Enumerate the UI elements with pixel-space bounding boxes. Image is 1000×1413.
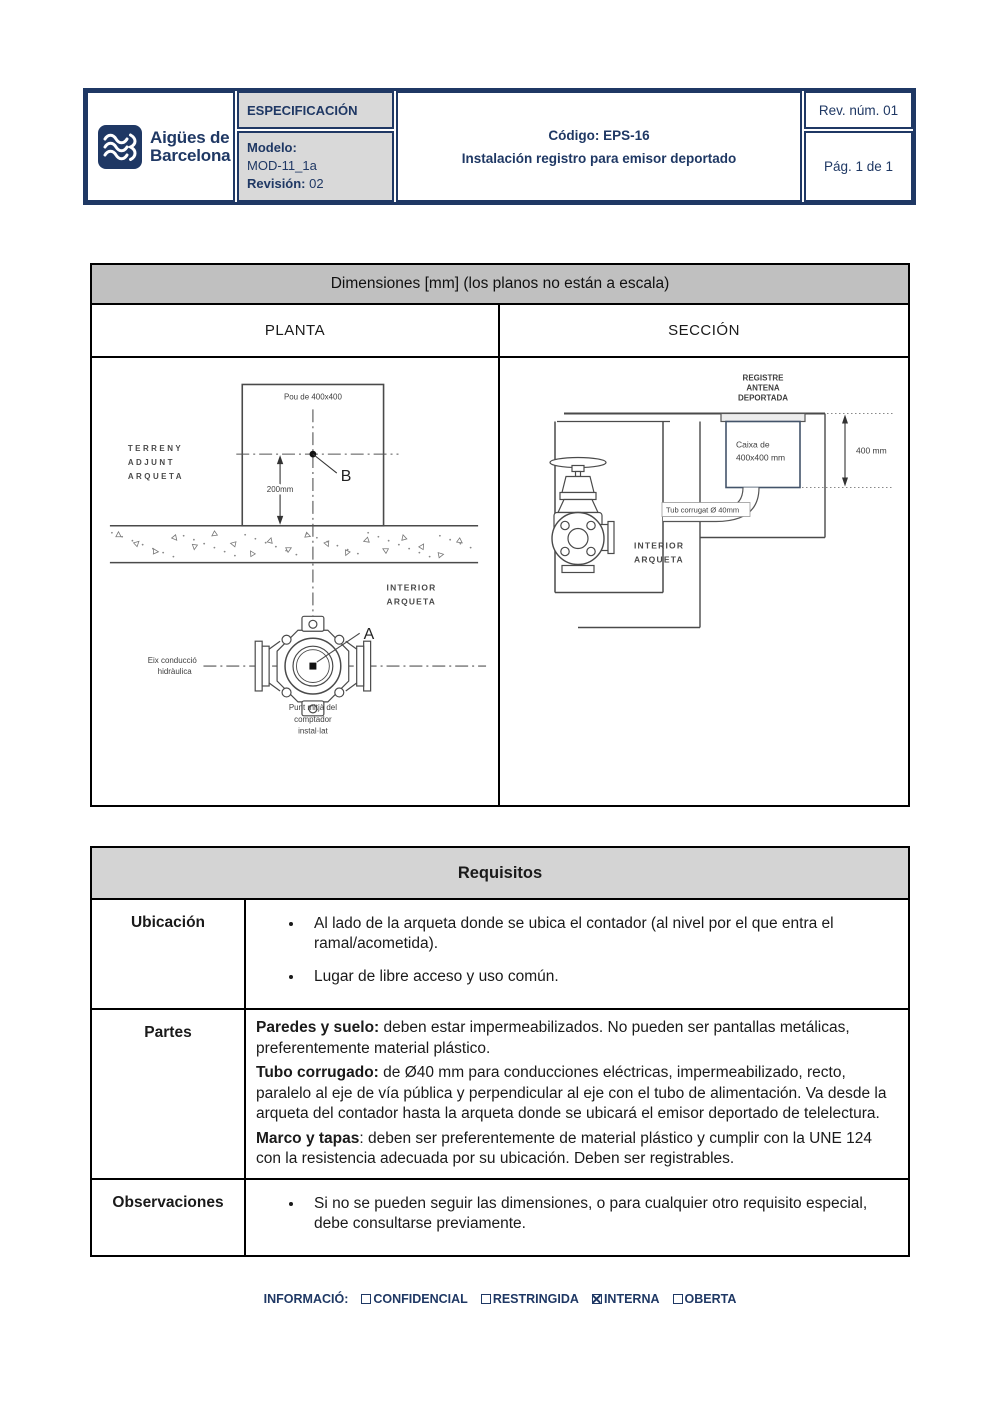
paragraph-lead: Tubo corrugado:	[256, 1064, 379, 1081]
interior-arqueta-seccion-2: ARQUETA	[634, 554, 684, 565]
revision-label: Revisión:	[247, 176, 306, 191]
footer-option-oberta	[673, 1292, 737, 1306]
dim-400mm-label: 400 mm	[856, 445, 887, 456]
title-cell	[396, 91, 802, 202]
modelo-cell	[237, 131, 394, 202]
row-content	[246, 1180, 908, 1255]
dimensiones-table	[90, 263, 910, 807]
spec-column	[237, 91, 394, 202]
seccion-label: SECCIÓN	[668, 322, 740, 339]
requisitos-rows	[92, 900, 908, 1255]
requisitos-title: Requisitos	[92, 848, 908, 900]
rev-number: Rev. núm. 01	[804, 91, 913, 129]
checkbox-icon	[673, 1294, 683, 1304]
dim-200mm-label: 200mm	[266, 484, 294, 494]
footer-option-interna	[592, 1292, 660, 1306]
paragraph-lead: Paredes y suelo:	[256, 1019, 380, 1036]
terreny-label-2: ADJUNT	[127, 458, 176, 468]
modelo-label: Modelo:	[247, 140, 297, 155]
interior-arqueta-seccion-1: INTERIOR	[634, 540, 685, 551]
spec-label: ESPECIFICACIÓN	[237, 91, 394, 129]
planta-technical-drawing	[92, 358, 498, 805]
logo-text: Aigües de Barcelona	[150, 127, 231, 165]
drawings-row	[92, 358, 908, 805]
footer-option-label: RESTRINGIDA	[492, 1292, 579, 1306]
requisitos-row	[92, 1008, 908, 1178]
paragraph: Marco y tapas: deben ser preferentemente de material plástico y cumplir con la UNE 124 con la resistencia adecuada por su ubicación. Deben ser registrables.	[256, 1129, 873, 1167]
checkbox-icon	[481, 1294, 491, 1304]
row-label: Observaciones	[92, 1180, 246, 1255]
row-content	[246, 900, 908, 1008]
page-number: Pág. 1 de 1	[804, 131, 913, 202]
point-a-label: A	[363, 626, 375, 644]
registre-label-2: ANTENA	[746, 383, 780, 393]
terreny-label-1: TERRENY	[127, 444, 184, 454]
bullet-list	[246, 1194, 896, 1234]
row-content	[246, 1010, 908, 1178]
paragraph: Paredes y suelo: deben estar impermeabilizados. No pueden ser pantallas metálicas, preferentemente material plástico.	[256, 1019, 850, 1057]
aigues-de-barcelona-logo-icon	[97, 124, 143, 170]
terreny-label-3: ARQUETA	[127, 472, 184, 482]
requisitos-table	[90, 846, 910, 1257]
paragraph: Tubo corrugado: de Ø40 mm para conducciones eléctricas, impermeabilizado, recto, paralelo al eje de vía pública y perpendicular al eje con el tubo de alimentación. Va desde la arqueta del contador hasta la arqueta donde se ubicará el emisor deportado de telelectura.	[256, 1064, 887, 1122]
modelo-value: MOD-11_1a	[247, 158, 317, 173]
dimensiones-title: Dimensiones [mm] (los planos no están a escala)	[92, 265, 908, 305]
seccion-technical-drawing	[500, 358, 908, 805]
point-b-label: B	[340, 467, 352, 485]
revision-value: 02	[309, 176, 324, 191]
checkbox-checked-icon	[592, 1294, 602, 1304]
caixa-label-1: Caixa de	[736, 439, 770, 450]
footer-prefix: INFORMACIÓ:	[263, 1292, 349, 1306]
caption-line-1: Punt mitjà del	[288, 702, 338, 712]
footer-option-label: OBERTA	[684, 1292, 737, 1306]
point-a-marker	[309, 663, 316, 670]
requisitos-row	[92, 900, 908, 1008]
caption-line-3: instal·lat	[298, 726, 328, 736]
seccion-drawing	[500, 358, 908, 805]
row-label: Ubicación	[92, 900, 246, 1008]
registre-label-3: DEPORTADA	[737, 393, 789, 403]
footer-option-label: CONFIDENCIAL	[373, 1292, 468, 1306]
document-code: Código: EPS-16	[548, 127, 650, 143]
tub-corrugat-label: Tub corrugat Ø 40mm	[666, 505, 740, 515]
pou-label: Pou de 400x400	[283, 392, 342, 402]
footer-option-label: INTERNA	[603, 1292, 660, 1306]
row-label: Partes	[92, 1010, 246, 1178]
eix-label-2: hidràulica	[157, 667, 192, 677]
bullet-item: • Lugar de libre acceso y uso común.	[304, 967, 896, 987]
bullet-list	[246, 914, 896, 987]
planta-drawing	[92, 358, 500, 805]
eix-label-1: Eix conducció	[147, 656, 197, 666]
company-logo	[86, 91, 235, 202]
valve-side-view	[550, 458, 614, 573]
information-classification-footer	[0, 1292, 1000, 1306]
requisitos-row	[92, 1178, 908, 1255]
paragraph-lead: Marco y tapas	[256, 1129, 360, 1147]
checkbox-icon	[361, 1294, 371, 1304]
document-header-table	[83, 88, 916, 205]
footer-option-confidencial	[361, 1292, 467, 1306]
registre-lid	[721, 414, 805, 422]
interior-arqueta-planta-2: ARQUETA	[386, 596, 437, 607]
bullet-item: • Si no se pueden seguir las dimensiones, o para cualquier otro requisito especial, debe consultarse previamente.	[304, 1194, 896, 1234]
view-labels-row	[92, 305, 908, 358]
caption-line-2: comptador	[294, 714, 332, 724]
bullet-item: • Al lado de la arqueta donde se ubica el contador (al nivel por el que entra el ramal/acometida).	[304, 914, 896, 954]
registre-label-1: REGISTRE	[742, 373, 784, 383]
rev-column	[804, 91, 913, 202]
interior-arqueta-planta-1: INTERIOR	[386, 582, 437, 593]
footer-option-restringida	[481, 1292, 579, 1306]
planta-label: PLANTA	[92, 305, 500, 356]
caixa-label-2: 400x400 mm	[736, 452, 786, 463]
concrete-hatch	[111, 531, 472, 558]
document-title: Instalación registro para emisor deportado	[461, 150, 737, 166]
